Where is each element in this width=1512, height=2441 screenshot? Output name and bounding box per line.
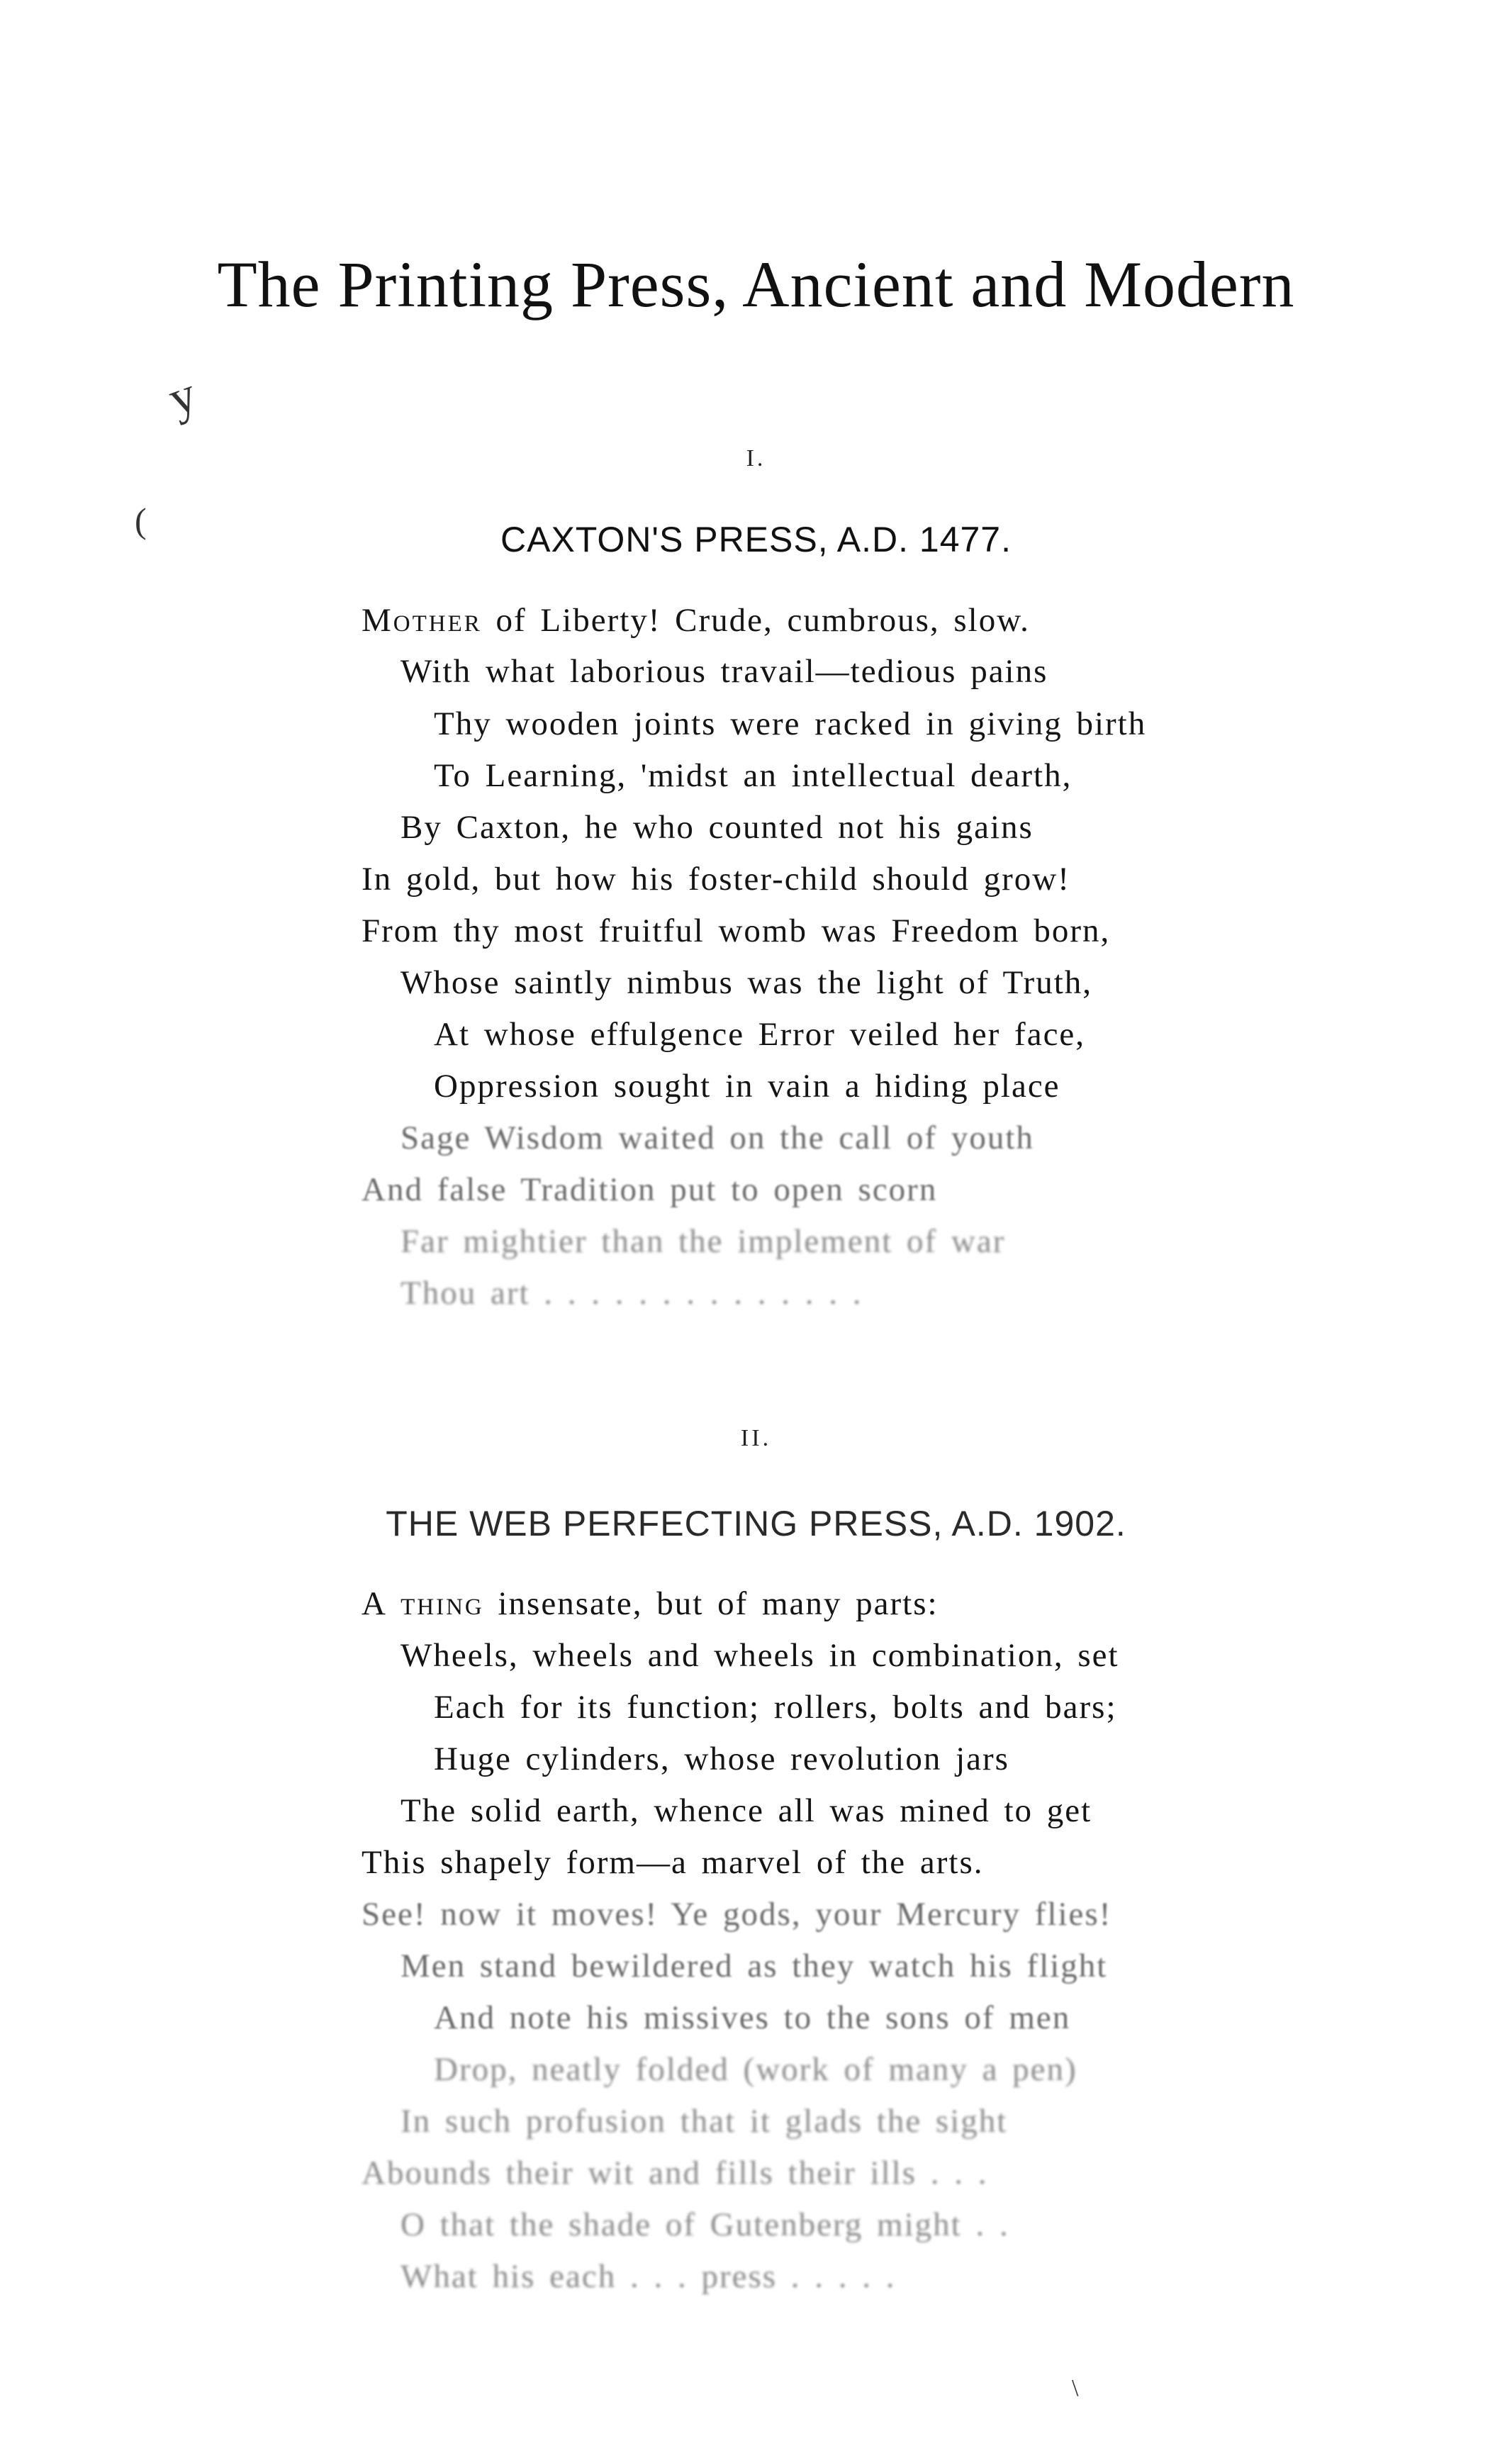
section-numeral: II. (740, 1425, 772, 1451)
poem-line: To Learning, 'midst an intellectual dearth, (434, 757, 1073, 794)
poem-first-word: A thing (362, 1585, 484, 1622)
poem-first-word: Mother (362, 602, 482, 639)
poem-line: Wheels, wheels and wheels in combination, set (401, 1637, 1119, 1674)
poem-line: Drop, neatly folded (work of many a pen) (434, 2051, 1077, 2088)
poem-line: The solid earth, whence all was mined to get (401, 1792, 1092, 1829)
section-heading: THE WEB PERFECTING PRESS, A.D. 1902. (386, 1504, 1126, 1543)
poem-line: This shapely form—a marvel of the arts. (362, 1844, 984, 1881)
poem-line: In gold, but how his foster-child should grow! (362, 861, 1070, 898)
poem-line: In such profusion that it glads the sight (401, 2103, 1008, 2140)
poem-line: O that the shade of Gutenberg might . . (401, 2206, 1009, 2243)
poem-line: Men stand bewildered as they watch his flight (401, 1948, 1108, 1984)
margin-mark: ( (135, 501, 147, 540)
page-title: The Printing Press, Ancient and Modern (217, 248, 1295, 320)
poem-line: Sage Wisdom waited on the call of youth (401, 1119, 1034, 1156)
poem-line: And false Tradition put to open scorn (362, 1171, 938, 1208)
poem-line: And note his missives to the sons of men (434, 1999, 1071, 2036)
section-heading: CAXTON'S PRESS, A.D. 1477. (500, 520, 1012, 559)
poem-line: From thy most fruitful womb was Freedom born, (362, 912, 1111, 949)
poem-line: Thou art . . . . . . . . . . . . . . (401, 1275, 863, 1312)
poem-line: A thing insensate, but of many parts: (362, 1585, 939, 1622)
poem-line: What his each . . . press . . . . . (401, 2258, 896, 2295)
poem-line: Mother of Liberty! Crude, cumbrous, slow. (362, 602, 1030, 639)
poem-line: By Caxton, he who counted not his gains (401, 809, 1034, 846)
poem-line: Abounds their wit and fills their ills . . . (362, 2155, 988, 2191)
poem-line: With what laborious travail—tedious pains (401, 653, 1048, 690)
poem-line: Huge cylinders, whose revolution jars (434, 1741, 1009, 1777)
margin-mark: \ (1072, 2375, 1079, 2401)
margin-mark: y (161, 367, 203, 427)
section-numeral: I. (746, 445, 766, 471)
poem-line: Thy wooden joints were racked in giving birth (434, 705, 1147, 742)
poem-line: Far mightier than the implement of war (401, 1223, 1006, 1260)
poem-line: Each for its function; rollers, bolts and bars; (434, 1689, 1117, 1726)
poem-line: Oppression sought in vain a hiding place (434, 1068, 1060, 1105)
poem-line: See! now it moves! Ye gods, your Mercury flies! (362, 1896, 1112, 1933)
poem-line: At whose effulgence Error veiled her face, (434, 1016, 1086, 1053)
poem-line: Whose saintly nimbus was the light of Truth, (401, 964, 1092, 1001)
